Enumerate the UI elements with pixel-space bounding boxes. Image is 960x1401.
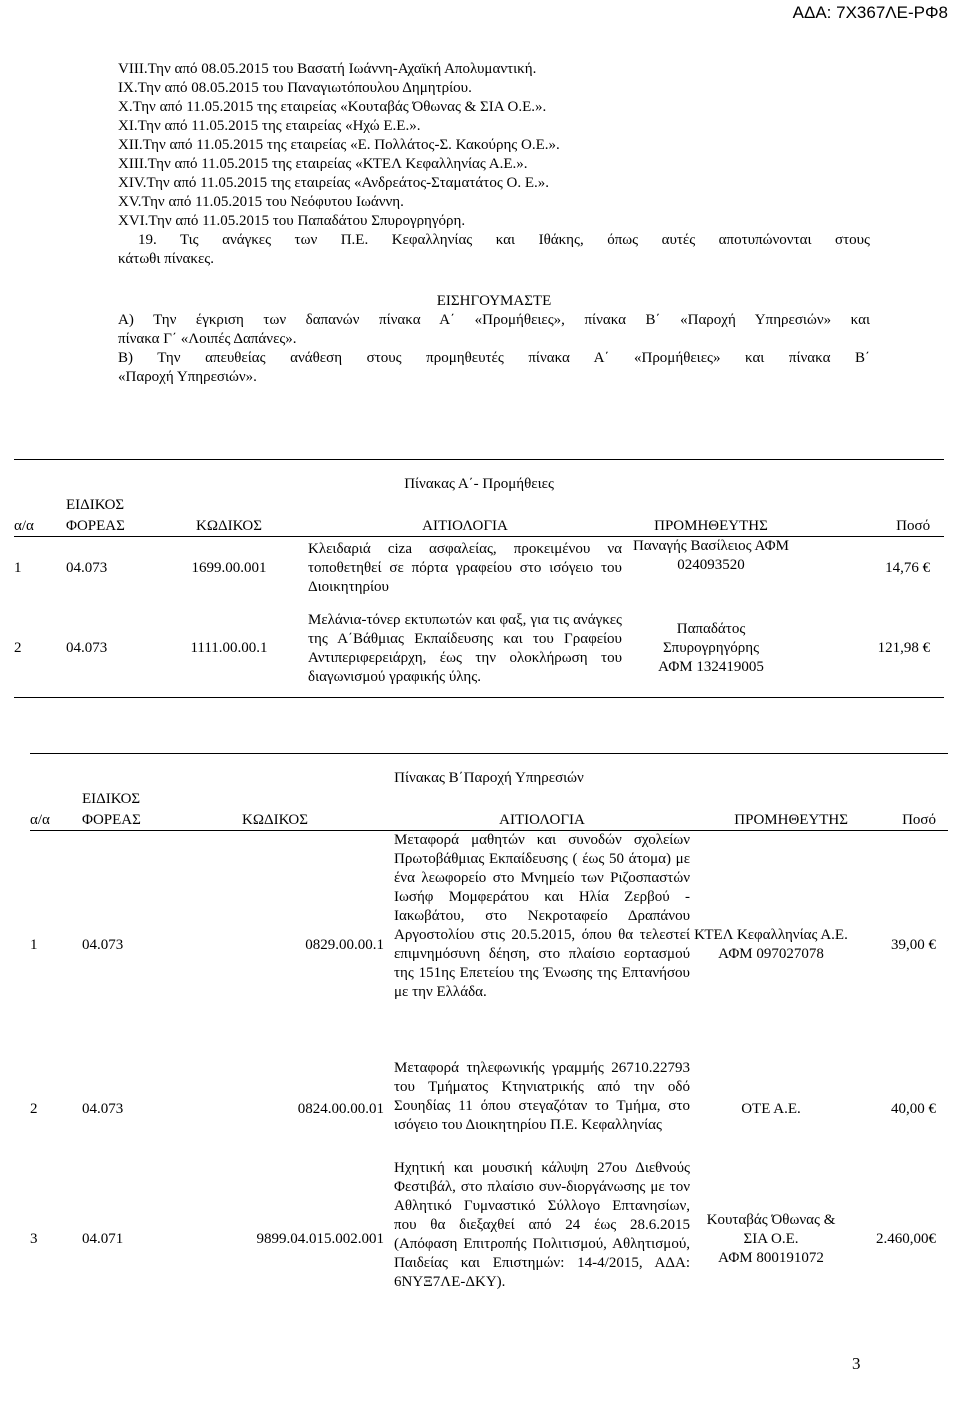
supplier-line: ΑΦΜ 132419005 (658, 659, 764, 675)
cell-kodikos: 9899.04.015.002.001 (256, 1230, 384, 1247)
cell-foreas: 04.071 (82, 1230, 124, 1247)
column-header-poso: Ποσό (902, 812, 937, 828)
column-header-promitheftis: ΠΡΟΜΗΘΕΥΤΗΣ (734, 812, 848, 828)
list-item: IX.Την από 08.05.2015 του Παναγιωτόπουλου Δημητρίου. (118, 80, 472, 96)
column-header-kodikos: ΚΩΔΙΚΟΣ (242, 812, 308, 828)
cell-kodikos: 0824.00.00.01 (297, 1100, 384, 1117)
supplier-line: 024093520 (677, 557, 745, 573)
cell-aa: 1 (14, 560, 22, 576)
page-number: 3 (852, 1354, 861, 1373)
table-row (14, 537, 944, 601)
column-header-aitiologia: ΑΙΤΙΟΛΟΓΙΑ (422, 518, 508, 534)
cell-kodikos: 0829.00.00.1 (305, 936, 384, 953)
cell-poso: 40,00 € (891, 1100, 937, 1117)
list-item: XV.Την από 11.05.2015 του Νεόφυτου Ιωάννη. (118, 194, 404, 210)
cell-aa: 2 (30, 1100, 38, 1117)
cell-poso: 39,00 € (891, 936, 937, 953)
supplier-line: Κουταβάς Όθωνας & ΣΙΑ Ο.Ε. (706, 1211, 836, 1247)
cell-kodikos: 1111.00.00.1 (190, 640, 268, 656)
cell-foreas: 04.073 (66, 560, 108, 576)
supplier-line: ΟΤΕ Α.Ε. (741, 1100, 801, 1117)
proposal-b-line2: «Παροχή Υπηρεσιών». (118, 369, 257, 385)
proposal-b-line1: Β) Την απευθείας ανάθεση στους προμηθευτές πίνακα Α΄ «Προμήθειες» και πίνακα Β΄ (118, 350, 870, 366)
cell-aitiologia: Μεταφορά τηλεφωνικής γραμμής 26710.22793 του Τμήματος Κτηνιατρικής από την οδό Σουηδίας 11 όπου στεγαζόταν το Τμήμα, στο ισόγειο του Διοικητηρίου Π.Ε. Κεφαλληνίας (394, 1060, 690, 1133)
list-item: XVI.Την από 11.05.2015 του Παπαδάτου Σπυρογρηγόρη. (118, 213, 466, 229)
table-a-title: Πίνακας Α΄- Προμήθειες (14, 460, 944, 495)
column-header-aitiologia: ΑΙΤΙΟΛΟΓΙΑ (499, 812, 585, 828)
supplier-line: ΑΦΜ 097027078 (718, 946, 824, 962)
list-item: X.Την από 11.05.2015 της εταιρείας «Κουταβάς Όθωνας & ΣΙΑ Ο.Ε.». (118, 99, 547, 115)
cell-promitheftis (694, 1059, 848, 1159)
column-header-eidikos-2: ΦΟΡΕΑΣ (66, 518, 125, 534)
cell-promitheftis (626, 600, 796, 698)
cell-foreas: 04.073 (66, 640, 108, 656)
column-header-aa: α/α (14, 518, 34, 534)
cell-promitheftis (694, 1159, 848, 1319)
proposal-heading: ΕΙΣΗΓΟΥΜΑΣΤΕ (436, 293, 552, 309)
table-b (30, 753, 948, 1319)
proposal-a-line1: Α) Την έγκριση των δαπανών πίνακα Α΄ «Προμήθειες», πίνακα Β΄ «Παροχή Υπηρεσιών» και (118, 312, 870, 328)
supplier-line: ΑΦΜ 800191072 (718, 1249, 824, 1266)
list-item: XIII.Την από 11.05.2015 της εταιρείας «ΚΤΕΛ Κεφαλληνίας Α.Ε.». (118, 156, 528, 172)
cell-aitiologia: Μελάνια-τόνερ εκτυπωτών και φαξ, για τις ανάγκες της Α΄Βάθμιας Εκπαίδευσης και του Γραφείου Αντιπεριφερειάρχη, έως την ολοκλήρωση του διαγωνισμού γραφικής ύλης. (308, 611, 622, 685)
cell-aa: 2 (14, 640, 22, 656)
column-header-eidikos-2: ΦΟΡΕΑΣ (82, 812, 141, 828)
item-19-line1: 19. Τις ανάγκες των Π.Ε. Κεφαλληνίας και Ιθάκης, όπως αυτές αποτυπώνονται στους (138, 232, 870, 248)
cell-foreas: 04.073 (82, 936, 124, 953)
cell-promitheftis (694, 831, 848, 1060)
body-text (118, 60, 870, 387)
cell-poso: 121,98 € (877, 640, 931, 656)
supplier-line: Παναγής Βασίλειος ΑΦΜ (633, 538, 789, 554)
list-item: XI.Την από 11.05.2015 της εταιρείας «Ηχώ Ε.Ε.». (118, 118, 421, 134)
list-item: XII.Την από 11.05.2015 της εταιρείας «Ε. Πολλάτος-Σ. Κακούρης Ο.Ε.». (118, 137, 560, 153)
column-header-poso: Ποσό (896, 518, 931, 534)
list-item: VIII.Την από 08.05.2015 του Βασατή Ιωάννη-Αχαϊκή Απολυμαντική. (118, 61, 537, 77)
proposal-a-line2: πίνακα Γ΄ «Λοιπές Δαπάνες». (118, 331, 297, 347)
cell-poso: 2.460,00€ (876, 1230, 937, 1247)
item-19-line2: κάτωθι πίνακες. (118, 251, 214, 267)
table-row (30, 1159, 948, 1319)
cell-promitheftis (626, 537, 796, 601)
column-header-aa: α/α (30, 812, 50, 828)
table-a (14, 459, 944, 698)
table-row (14, 600, 944, 698)
cell-kodikos: 1699.00.001 (191, 560, 267, 576)
column-header-eidikos-1: ΕΙΔΙΚΟΣ (82, 791, 141, 807)
ada-identifier: ΑΔΑ: 7Χ367ΛΕ-ΡΦ8 (792, 3, 948, 22)
cell-foreas: 04.073 (82, 1100, 124, 1117)
list-item: XIV.Την από 11.05.2015 της εταιρείας «Ανδρεάτος-Σταματάτος Ο. Ε.». (118, 175, 550, 191)
cell-aa: 3 (30, 1230, 38, 1247)
supplier-line: Παπαδάτος (676, 621, 746, 637)
column-header-eidikos-1: ΕΙΔΙΚΟΣ (66, 497, 125, 513)
cell-aa: 1 (30, 936, 38, 953)
cell-poso: 14,76 € (885, 560, 931, 576)
supplier-line: ΚΤΕΛ Κεφαλληνίας Α.Ε. (694, 927, 848, 943)
cell-aitiologia: Ηχητική και μουσική κάλυψη 27ου Διεθνούς Φεστιβάλ, στο πλαίσιο συν-διοργάνωσης με τον Αθλητικό Γυμναστικό Σύλλογο Επτανησίων, που θα διεξαχθεί από 24 έως 28.6.2015 (Απόφαση Επιτροπής Πολιτισμού, Αθλητισμού, Παιδείας και Επιστημών: 14-4/2015, ΑΔΑ: 6ΝΥΞ7ΛΕ-ΔΚΥ). (394, 1160, 690, 1290)
cell-aitiologia: Μεταφορά μαθητών και συνοδών σχολείων Πρωτοβάθμιας Εκπαίδευσης ( έως 50 άτομα) με ένα λεωφορείο στο Μνημείο των Ριζοσπαστών Ιωσήφ Μομφεράτου και Ηλία Ζερβού - Ιακωβάτου, στο Νεκροταφείο Δραπάνου Αργοστολίου στις 20.5.2015, όπου θα τελεστεί επιμνημόσυνη δέηση, στο πλαίσιο εορτασμού της 151ης Επετείου της Ένωσης της Επτανήσου με την Ελλάδα. (394, 832, 690, 1000)
table-b-title: Πίνακας Β΄Παροχή Υπηρεσιών (30, 754, 948, 789)
supplier-line: Σπυρογρηγόρης (662, 640, 760, 656)
column-header-kodikos: ΚΩΔΙΚΟΣ (196, 518, 262, 534)
table-row (30, 831, 948, 1060)
spacer (118, 269, 870, 292)
cell-aitiologia: Κλειδαριά ciza ασφαλείας, προκειμένου να τοποθετηθεί σε πόρτα γραφείου στο ισόγειο του Διοικητηρίου (308, 541, 622, 595)
table-row (30, 1059, 948, 1159)
column-header-promitheftis: ΠΡΟΜΗΘΕΥΤΗΣ (654, 518, 768, 534)
